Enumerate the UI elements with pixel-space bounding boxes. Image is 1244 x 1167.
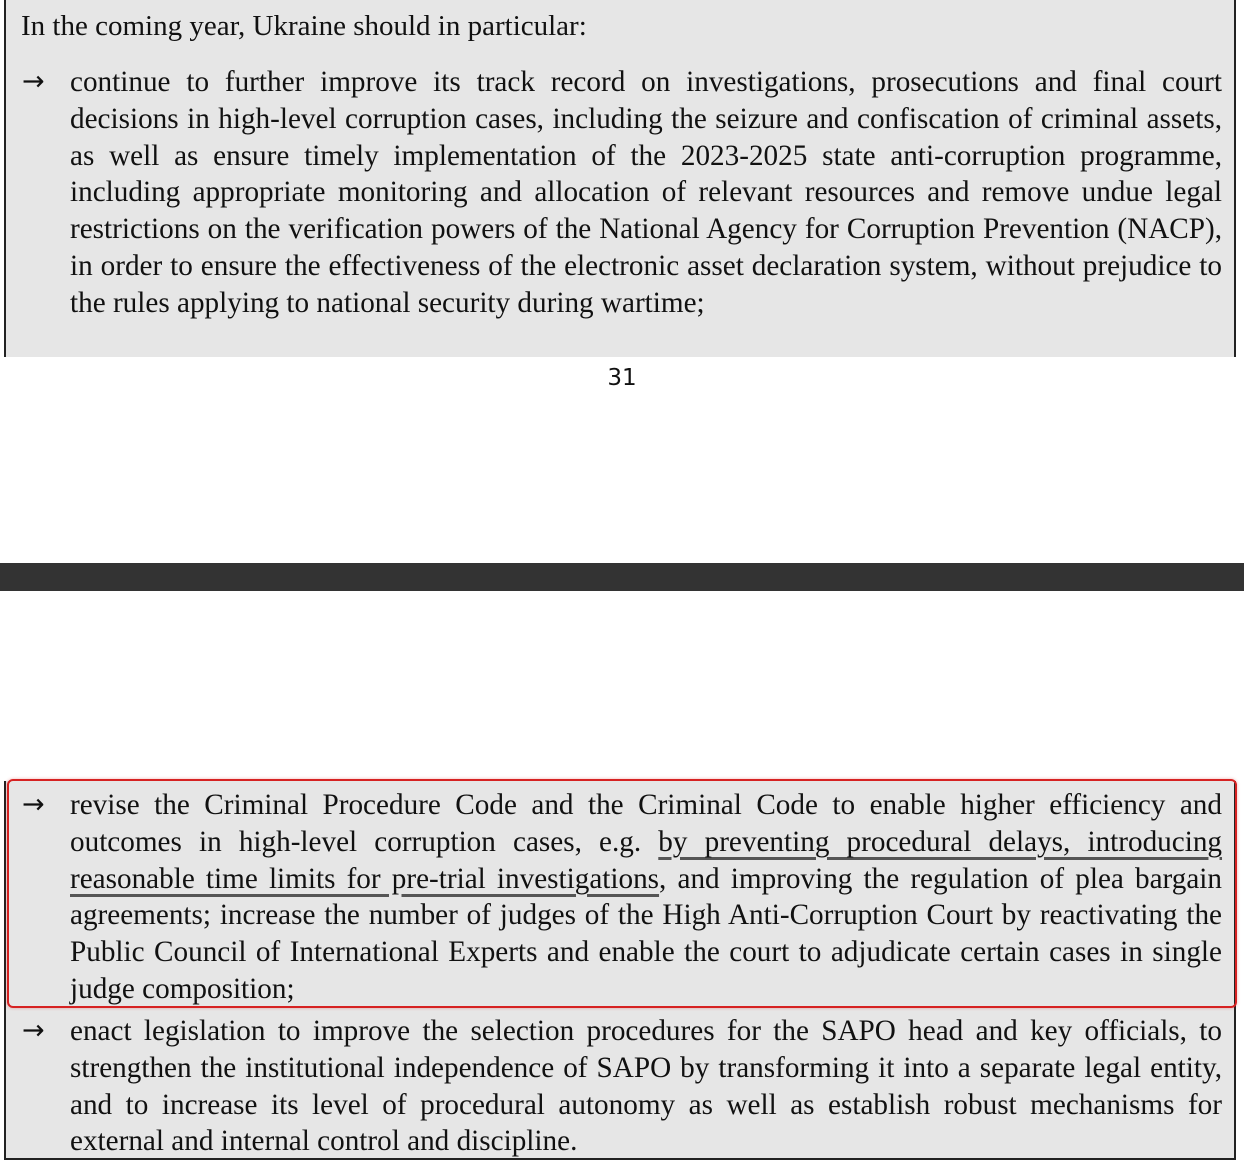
bullet-text: enact legislation to improve the selection procedures for the SAPO head and key officials, to strengthen the institutional independence of SAPO by transforming it into a separate legal entity, and to increase its level of procedural autonomy as well as establish robust mechanisms for external and internal control and discipline. (70, 1015, 1222, 1158)
bullet-text (70, 787, 1222, 1008)
recommendations-box-bottom (4, 781, 1236, 1160)
page-number: 31 (607, 365, 637, 391)
bullet-text: continue to further improve its track record on investigations, prosecutions and final court decisions in high-level corruption cases, including the seizure and confiscation of criminal assets, as well as ensure timely implementation of the 2023-2025 state anti-corruption programme, including appropriate monitoring and allocation of relevant resources and remove undue legal restrictions on the verification powers of the National Agency for Corruption Prevention (NACP), in order to ensure the effectiveness of the electronic asset declaration system, without prejudice to the rules applying to national security during wartime; (70, 66, 1222, 319)
arrow-bullet-icon: → (22, 1015, 45, 1046)
arrow-bullet-icon: → (22, 789, 45, 820)
bullet-text-part: revise the Criminal Procedure Code and the Criminal Code to enable higher efficiency and outcomes in high-level corruption cases, e.g. (70, 789, 1222, 858)
underlined-passage: by preventing procedural delays, introducing reasonable time limits for pre-trial investigations (70, 825, 1223, 895)
recommendations-box-top (4, 0, 1236, 357)
bullet-text-part: , and improving the regulation of plea bargain agreements; increase the number of judges of the High Anti-Corruption Court by reactivating the Public Council of International Experts and enable the court to adjudicate certain cases in single judge composition; (70, 862, 1222, 1005)
page-separator (0, 563, 1244, 591)
intro-text: In the coming year, Ukraine should in particular: (21, 10, 587, 42)
arrow-bullet-icon: → (22, 66, 45, 97)
